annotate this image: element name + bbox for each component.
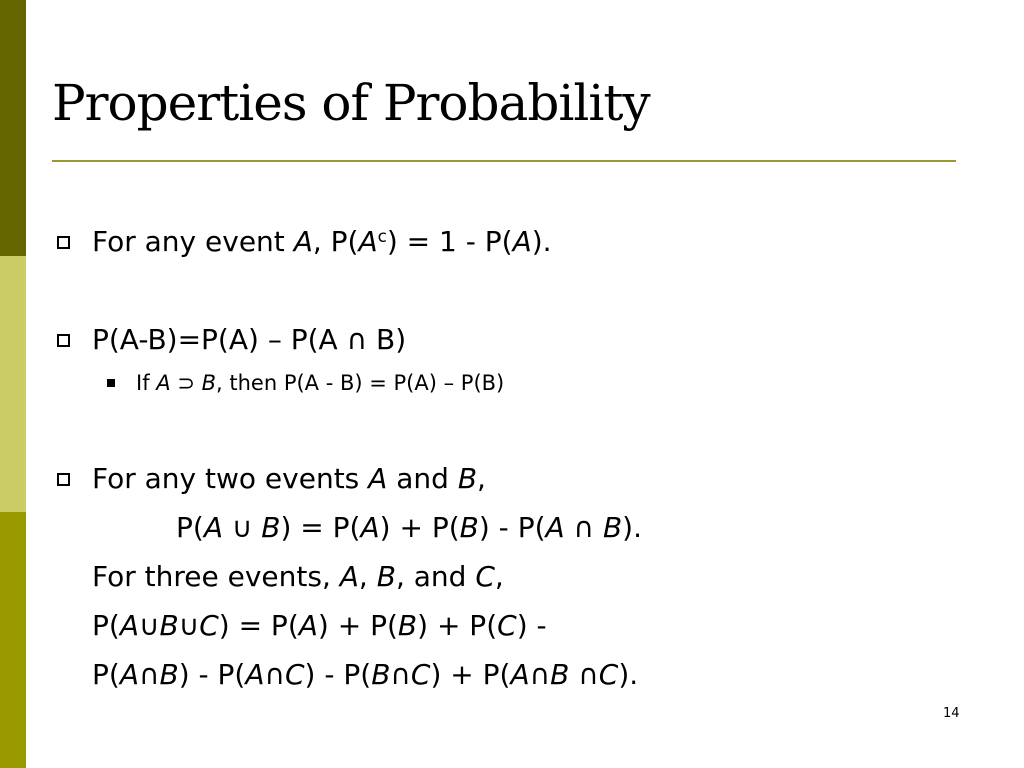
italic-variable: A [245, 658, 265, 691]
italic-variable: A [203, 511, 223, 544]
italic-variable: B [261, 511, 281, 544]
sidebar-dark-band [0, 0, 26, 256]
superscript: c [377, 225, 387, 246]
italic-variable: C [475, 560, 495, 593]
italic-variable: B [376, 560, 396, 593]
italic-variable: A [510, 658, 530, 691]
italic-variable: A [298, 609, 318, 642]
hollow-square-bullet-icon [57, 473, 70, 486]
italic-variable: C [410, 658, 431, 691]
italic-variable: A [119, 658, 139, 691]
decorative-sidebar [0, 0, 26, 768]
title-divider [52, 160, 956, 162]
italic-variable: B [602, 511, 623, 544]
italic-variable: B [159, 609, 179, 642]
italic-variable: C [199, 609, 219, 642]
slide-title: Properties of Probability [52, 74, 650, 132]
italic-variable: A [339, 560, 359, 593]
italic-variable: B [201, 371, 217, 395]
italic-variable: B [159, 658, 179, 691]
italic-variable: B [459, 511, 479, 544]
bullet-3-line-3: For three events, A, B, and C, [92, 560, 504, 593]
page-number: 14 [943, 706, 960, 721]
italic-variable: B [397, 609, 418, 642]
hollow-square-bullet-icon [57, 334, 70, 347]
sidebar-light-band [0, 256, 26, 512]
italic-variable: A [156, 371, 171, 395]
italic-variable: A [293, 225, 313, 258]
italic-variable: C [497, 609, 517, 642]
bullet-3-formula-three-events-part-1: P(A∪B∪C) = P(A) + P(B) + P(C) - [92, 609, 547, 642]
sub-bullet-1: If A ⊃ B, then P(A - B) = P(A) – P(B) [136, 371, 505, 395]
italic-variable: B [371, 658, 391, 691]
italic-variable: B [550, 658, 570, 691]
bullet-1-line-1: For any event A, $P(A^c) = 1 - P(A)$. [92, 225, 552, 258]
filled-square-bullet-icon [107, 379, 115, 387]
hollow-square-bullet-icon [57, 236, 70, 249]
italic-variable: A [368, 462, 388, 495]
italic-variable: C [284, 658, 305, 691]
bullet-3-formula-two-events: P(A ∪ B) = P(A) + P(B) - P(A ∩ B). [176, 511, 642, 544]
italic-variable: A [119, 609, 139, 642]
italic-variable: A [512, 225, 532, 258]
italic-variable: A [358, 225, 378, 258]
bullet-2-line-1: P(A-B)=P(A) – P(A ∩ B) [92, 323, 407, 356]
italic-variable: A [360, 511, 380, 544]
italic-variable: C [598, 658, 619, 691]
bullet-3-line-1: For any two events A and B, [92, 462, 486, 495]
sidebar-mid-band [0, 512, 26, 768]
italic-variable: B [457, 462, 478, 495]
italic-variable: A [545, 511, 565, 544]
bullet-3-formula-three-events-part-2: P(A∩B) - P(A∩C) - P(B∩C) + P(A∩B ∩C). [92, 658, 639, 691]
